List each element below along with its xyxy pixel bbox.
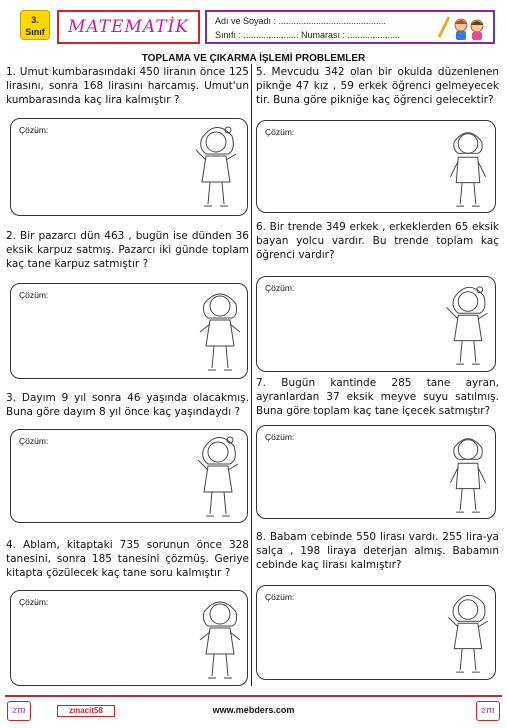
problem-2-text: 2. Bir pazarcı dün 463 , bugün ise dünden 36 eksik karpuz satmış. Pazarcı iki günde toplam kaç tane karpuz satmıştır ? xyxy=(6,230,249,270)
girl-illustration-icon xyxy=(196,284,244,376)
class-number-field[interactable]: Sınıfı : ...................... Numarası : ..................... xyxy=(215,30,401,40)
girl-illustration-icon xyxy=(196,592,244,684)
grade-number: 3. xyxy=(31,15,39,25)
problem-3-text: 3. Dayım 9 yıl sonra 46 yaşında olacakmış. Buna göre dayım 8 yıl önce kaç yaşındaydı ? xyxy=(6,392,249,418)
problem-1 xyxy=(6,65,249,107)
subject-title-box xyxy=(57,10,200,44)
problem-2 xyxy=(6,229,249,271)
name-field[interactable]: Adı ve Soyadı : ........................................... xyxy=(215,16,387,26)
student-info-box xyxy=(205,10,495,44)
page-footer xyxy=(5,695,502,723)
author-tag: zmacit58 xyxy=(57,705,115,717)
problem-8 xyxy=(256,530,499,572)
grade-word: Sınıf xyxy=(25,27,45,37)
answer-label: Çözüm: xyxy=(19,436,49,446)
girl-illustration-icon xyxy=(194,430,242,522)
answer-label: Çözüm: xyxy=(265,592,295,602)
worksheet-title: TOPLAMA VE ÇIKARMA İŞLEMİ PROBLEMLER xyxy=(141,53,366,64)
problem-5 xyxy=(256,65,499,107)
answer-label: Çözüm: xyxy=(265,283,295,293)
problem-4-text: 4. Ablam, kitaptaki 735 sorunun önce 328 tanesini, sonra 185 tanesini çözmüş. Geriye kitapta çözülecek kaç tane soru kalmıştır ? xyxy=(6,539,249,579)
kids-illustration-icon xyxy=(435,15,489,41)
problem-8-text: 8. Babam cebinde 550 lirası vardı. 255 lira-ya salça , 198 liraya deterjan almış. Babamın cebinde kaç lirası kalmıştır? xyxy=(256,531,499,571)
problem-4 xyxy=(6,538,249,580)
problem-3 xyxy=(6,391,249,419)
problem-6 xyxy=(256,220,499,262)
girl-illustration-icon xyxy=(444,280,492,370)
footer-badge-right: zm xyxy=(476,701,500,721)
column-divider xyxy=(251,64,252,686)
answer-label: Çözüm: xyxy=(19,125,49,135)
girl-illustration-icon xyxy=(444,428,492,518)
answer-label: Çözüm: xyxy=(19,290,49,300)
answer-label: Çözüm: xyxy=(265,432,295,442)
girl-illustration-icon xyxy=(444,588,492,678)
girl-illustration-icon xyxy=(444,122,492,212)
girl-illustration-icon xyxy=(192,120,240,212)
answer-label: Çözüm: xyxy=(19,597,49,607)
problem-1-text: 1. Umut kumbarasındaki 450 liranın önce 125 lirasını, sonra 168 lirasını harcamış. Umut'un kumbarasında kaç lira kalmıştır ? xyxy=(6,66,249,106)
subject-title: MATEMATİK xyxy=(67,17,189,37)
problem-6-text: 6. Bir trende 349 erkek , erkeklerden 65 eksik bayan yolcu vardır. Bu trende toplam kaç öğrenci vardır? xyxy=(256,221,499,261)
problem-7-text: 7. Bugün kantinde 285 tane ayran, ayranlardan 37 eksik meyve suyu satılmış. Buna göre toplam kaç tane içecek satmıştır? xyxy=(256,377,499,417)
problem-7 xyxy=(256,376,499,418)
website-link[interactable]: www.mebders.com xyxy=(212,705,295,715)
footer-badge-left: zm xyxy=(7,701,31,721)
answer-label: Çözüm: xyxy=(265,127,295,137)
grade-badge xyxy=(20,10,50,40)
problem-5-text: 5. Mevcudu 342 olan bir okulda düzenlenen piknğe 47 kız , 59 erkek öğrenci gelmeyecek tir. Buna göre pikniğe kaç öğrenci gelecektir? xyxy=(256,66,499,106)
